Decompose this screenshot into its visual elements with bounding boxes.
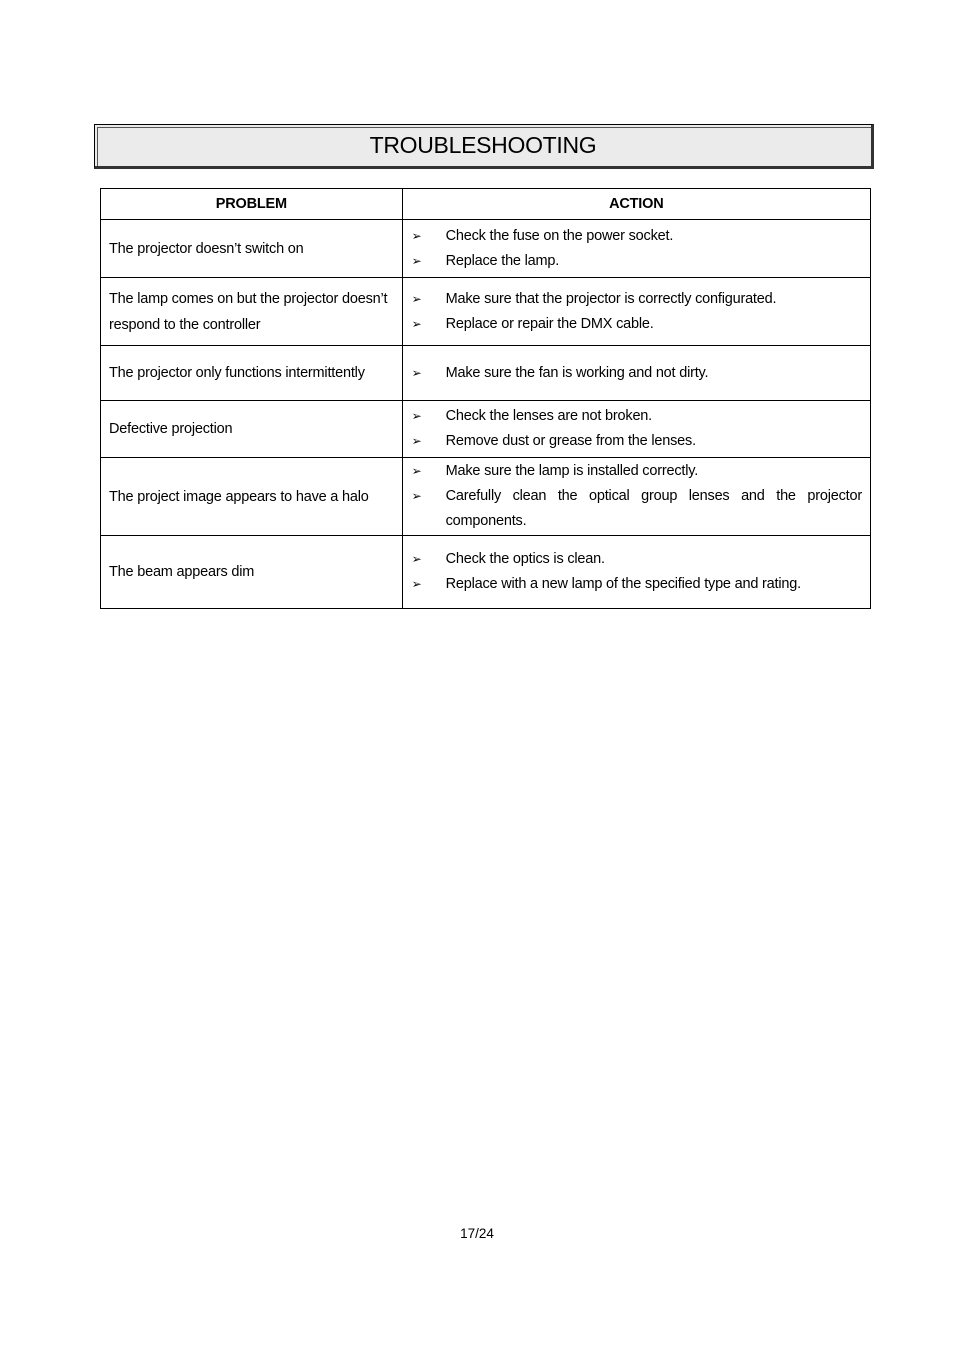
- action-item: ➢ Make sure the lamp is installed correctly.: [411, 459, 862, 484]
- arrow-bullet-icon: ➢: [411, 577, 422, 591]
- action-item: ➢ Carefully clean the optical group lenses and the projector components.: [411, 484, 862, 534]
- arrow-bullet-icon: ➢: [411, 552, 422, 566]
- arrow-bullet-icon: ➢: [411, 291, 422, 306]
- action-item: ➢ Make sure the fan is working and not dirty.: [411, 361, 862, 386]
- arrow-bullet-icon: ➢: [411, 253, 422, 268]
- action-item: ➢ Replace with a new lamp of the specified type and rating.: [411, 572, 862, 597]
- problem-cell: The projector only functions intermittently: [101, 346, 403, 401]
- action-item: ➢ Replace the lamp.: [411, 249, 862, 274]
- arrow-bullet-icon: ➢: [411, 409, 422, 423]
- page-number: 17/24: [460, 1226, 494, 1241]
- action-cell: [402, 220, 870, 278]
- problem-column-header: PROBLEM: [101, 189, 403, 220]
- problem-cell: The project image appears to have a halo: [101, 458, 403, 536]
- table-row: [101, 278, 871, 346]
- action-cell: [402, 458, 870, 536]
- action-cell: [402, 278, 870, 346]
- problem-cell: The projector doesn’t switch on: [101, 220, 403, 278]
- table-row: [101, 536, 871, 609]
- action-cell: [402, 346, 870, 401]
- action-cell: [402, 401, 870, 458]
- table-row: [101, 346, 871, 401]
- arrow-bullet-icon: ➢: [411, 464, 422, 478]
- action-item: ➢ Check the lenses are not broken.: [411, 404, 862, 429]
- arrow-bullet-icon: ➢: [411, 434, 422, 448]
- action-item: ➢ Check the optics is clean.: [411, 547, 862, 572]
- problem-cell: The lamp comes on but the projector doesn’t respond to the controller: [101, 278, 403, 346]
- action-item: ➢ Make sure that the projector is correctly configurated.: [411, 287, 862, 312]
- action-item: ➢ Remove dust or grease from the lenses.: [411, 429, 862, 454]
- table-header-row: [101, 189, 871, 220]
- table-row: [101, 458, 871, 536]
- action-item: ➢ Replace or repair the DMX cable.: [411, 312, 862, 337]
- arrow-bullet-icon: ➢: [411, 316, 422, 331]
- arrow-bullet-icon: ➢: [411, 489, 422, 503]
- table-row: [101, 220, 871, 278]
- problem-cell: The beam appears dim: [101, 536, 403, 609]
- table-row: [101, 401, 871, 458]
- problem-cell: Defective projection: [101, 401, 403, 458]
- arrow-bullet-icon: ➢: [411, 365, 422, 380]
- action-column-header: ACTION: [402, 189, 870, 220]
- troubleshooting-table: [100, 188, 871, 609]
- arrow-bullet-icon: ➢: [411, 228, 422, 243]
- section-title-box: [94, 124, 874, 169]
- action-item: ➢ Check the fuse on the power socket.: [411, 224, 862, 249]
- section-title: TROUBLESHOOTING: [369, 132, 597, 158]
- action-cell: [402, 536, 870, 609]
